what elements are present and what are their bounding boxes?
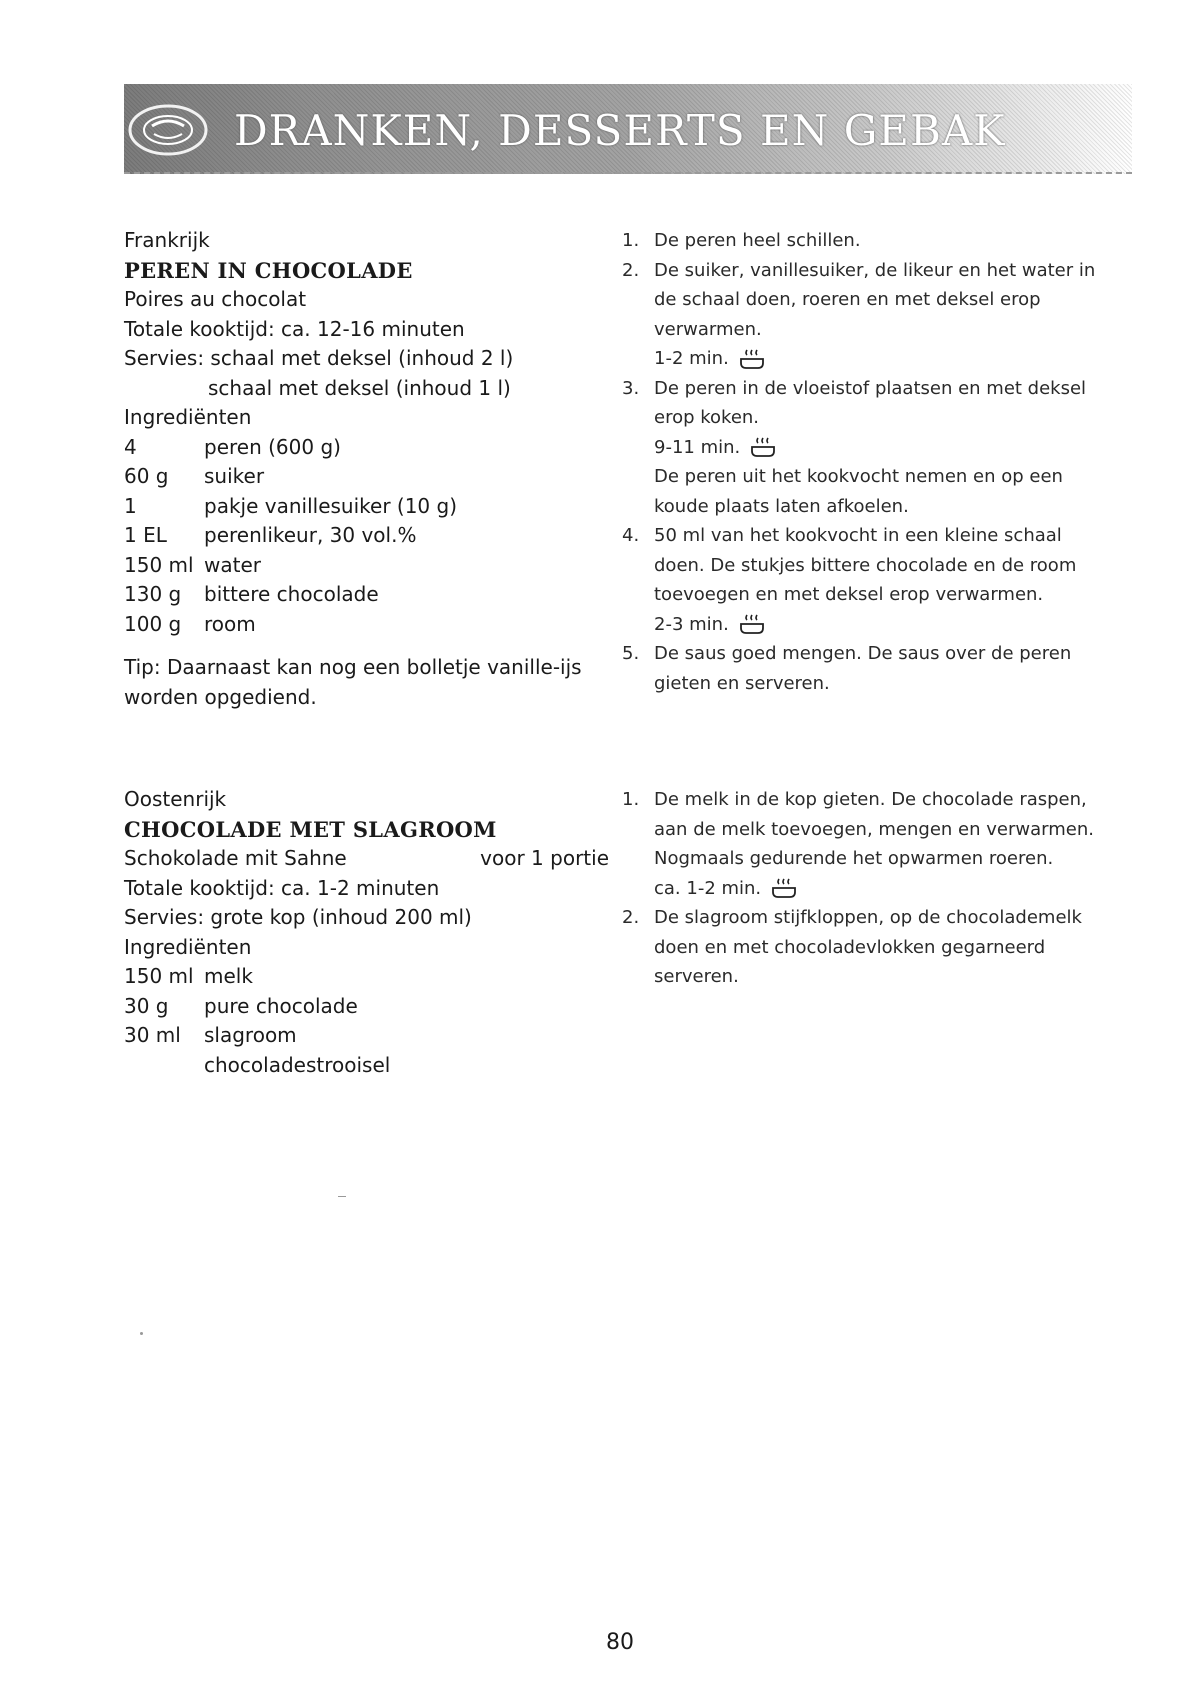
ingredient-row (124, 433, 624, 463)
ingredient-row (124, 1021, 624, 1051)
recipe1-time: Totale kooktijd: ca. 12-16 minuten (124, 316, 465, 341)
step-timer (654, 610, 765, 640)
microwave-dish-icon (124, 90, 216, 166)
recipe1-country: Frankrijk (124, 228, 210, 252)
ingredient-item: chocoladestrooisel (204, 1052, 391, 1077)
ingredient-row (124, 580, 624, 610)
step-item (622, 521, 1134, 639)
step-timer (654, 433, 776, 463)
ingredient-qty: 30 ml (124, 1023, 181, 1047)
timer-text: 9-11 min. (654, 436, 741, 458)
recipe2-subtitle: Schokolade mit Sahne (124, 846, 347, 870)
step-text: De peren heel schillen. (654, 230, 861, 251)
ingredient-qty: 1 (124, 493, 137, 518)
step-item (622, 785, 1134, 903)
step-number: 3. (622, 377, 640, 399)
scan-speck (338, 1196, 346, 1197)
ingredient-row (124, 492, 624, 522)
steam-power-icon (771, 877, 797, 899)
step-item (622, 374, 1134, 522)
step-text: De peren uit het kookvocht nemen en op een (654, 466, 1063, 487)
ingredient-qty: 1 EL (124, 523, 167, 547)
tip-line: worden opgediend. (124, 684, 317, 709)
step-item (622, 226, 1134, 256)
ingredient-qty: 4 (124, 434, 137, 459)
recipe2-steps (622, 785, 1134, 992)
ingredient-qty: 100 g (124, 611, 182, 636)
step-text: koude plaats laten afkoelen. (654, 495, 909, 517)
ingredient-row (124, 610, 624, 640)
ingredient-qty: 30 g (124, 993, 169, 1018)
recipe1-tip (124, 653, 624, 712)
recipe2-ingredient-list (124, 962, 624, 1080)
step-text: De peren in de vloeistof plaatsen en met deksel (654, 377, 1087, 399)
step-number: 5. (622, 643, 640, 664)
ingredient-qty: 150 ml (124, 552, 194, 577)
recipe2-time: Totale kooktijd: ca. 1-2 minuten (124, 875, 440, 900)
ingredient-item: pakje vanillesuiker (10 g) (204, 493, 458, 518)
ingredient-item: melk (204, 964, 253, 988)
recipe1-steps (622, 226, 1134, 698)
section-title: DRANKEN, DESSERTS EN GEBAK (234, 106, 1006, 155)
step-number: 2. (622, 907, 640, 928)
ingredient-row (124, 1051, 624, 1081)
ingredient-row (124, 992, 624, 1022)
recipe2-subtitle-row (124, 844, 609, 874)
timer-text: 1-2 min. (654, 348, 729, 369)
steam-power-icon (750, 436, 776, 458)
step-text: gieten en serveren. (654, 672, 830, 694)
step-item (622, 903, 1134, 992)
recipe2-servies: Servies: grote kop (inhoud 200 ml) (124, 905, 472, 929)
step-text: De saus goed mengen. De saus over de peren (654, 643, 1072, 664)
ingredient-item: bittere chocolade (204, 582, 379, 606)
step-text: de schaal doen, roeren en met deksel erop (654, 289, 1041, 310)
ingredient-row (124, 521, 624, 551)
tip-line: Tip: Daarnaast kan nog een bolletje vanille-ijs (124, 655, 582, 679)
timer-text: ca. 1-2 min. (654, 877, 762, 899)
step-text: serveren. (654, 966, 739, 987)
ingredient-qty: 150 ml (124, 964, 194, 988)
ingredient-item: suiker (204, 464, 265, 488)
step-item (622, 256, 1134, 374)
step-text: erop koken. (654, 407, 760, 428)
recipe2-info (124, 785, 624, 1080)
ingredient-row (124, 962, 624, 992)
ingredient-qty: 130 g (124, 582, 182, 606)
steam-power-icon (739, 613, 765, 635)
step-text: doen. De stukjes bittere chocolade en de room (654, 554, 1077, 576)
recipe1-servies-2: schaal met deksel (inhoud 1 l) (208, 375, 511, 400)
ingredient-item: water (204, 552, 261, 577)
step-number: 1. (622, 789, 640, 810)
step-text: verwarmen. (654, 318, 762, 340)
recipe2-ingredients-heading: Ingrediënten (124, 934, 252, 959)
recipe1-servies-1: Servies: schaal met deksel (inhoud 2 l) (124, 346, 514, 370)
recipe2-country: Oostenrijk (124, 787, 227, 811)
step-text: toevoegen en met deksel erop verwarmen. (654, 584, 1044, 605)
timer-text: 2-3 min. (654, 613, 729, 635)
recipe2-portion: voor 1 portie (480, 846, 609, 870)
step-text: doen en met chocoladevlokken gegarneerd (654, 936, 1046, 958)
step-text: De suiker, vanillesuiker, de likeur en het water in (654, 259, 1096, 281)
ingredient-qty (124, 1051, 204, 1081)
step-number: 1. (622, 230, 640, 251)
step-timer (654, 874, 797, 904)
step-text: Nogmaals gedurende het opwarmen roeren. (654, 848, 1054, 869)
recipe1-title: PEREN IN CHOCOLADE (124, 257, 413, 283)
ingredient-row (124, 462, 624, 492)
steam-power-icon (739, 348, 765, 370)
page-number: 80 (606, 1630, 634, 1655)
recipe1-info (124, 226, 624, 712)
ingredient-item: room (204, 611, 256, 636)
scan-speck (140, 1332, 143, 1335)
ingredient-item: peren (600 g) (204, 434, 341, 459)
recipe1-ingredients-heading: Ingrediënten (124, 405, 252, 429)
recipe1-subtitle: Poires au chocolat (124, 287, 307, 311)
section-banner (124, 84, 1132, 174)
step-text: De slagroom stijfkloppen, op de chocolademelk (654, 907, 1082, 928)
ingredient-row (124, 551, 624, 581)
ingredient-qty: 60 g (124, 464, 169, 488)
step-text: De melk in de kop gieten. De chocolade raspen, (654, 789, 1087, 810)
ingredient-item: perenlikeur, 30 vol.% (204, 523, 417, 547)
step-number: 2. (622, 259, 640, 281)
recipe2-title: CHOCOLADE MET SLAGROOM (124, 816, 497, 842)
step-item (622, 639, 1134, 698)
ingredient-item: slagroom (204, 1023, 297, 1047)
step-number: 4. (622, 525, 640, 546)
step-text: aan de melk toevoegen, mengen en verwarmen. (654, 818, 1094, 840)
ingredient-item: pure chocolade (204, 993, 358, 1018)
recipe1-ingredient-list (124, 433, 624, 640)
step-timer (654, 344, 765, 374)
step-text: 50 ml van het kookvocht in een kleine schaal (654, 525, 1062, 546)
